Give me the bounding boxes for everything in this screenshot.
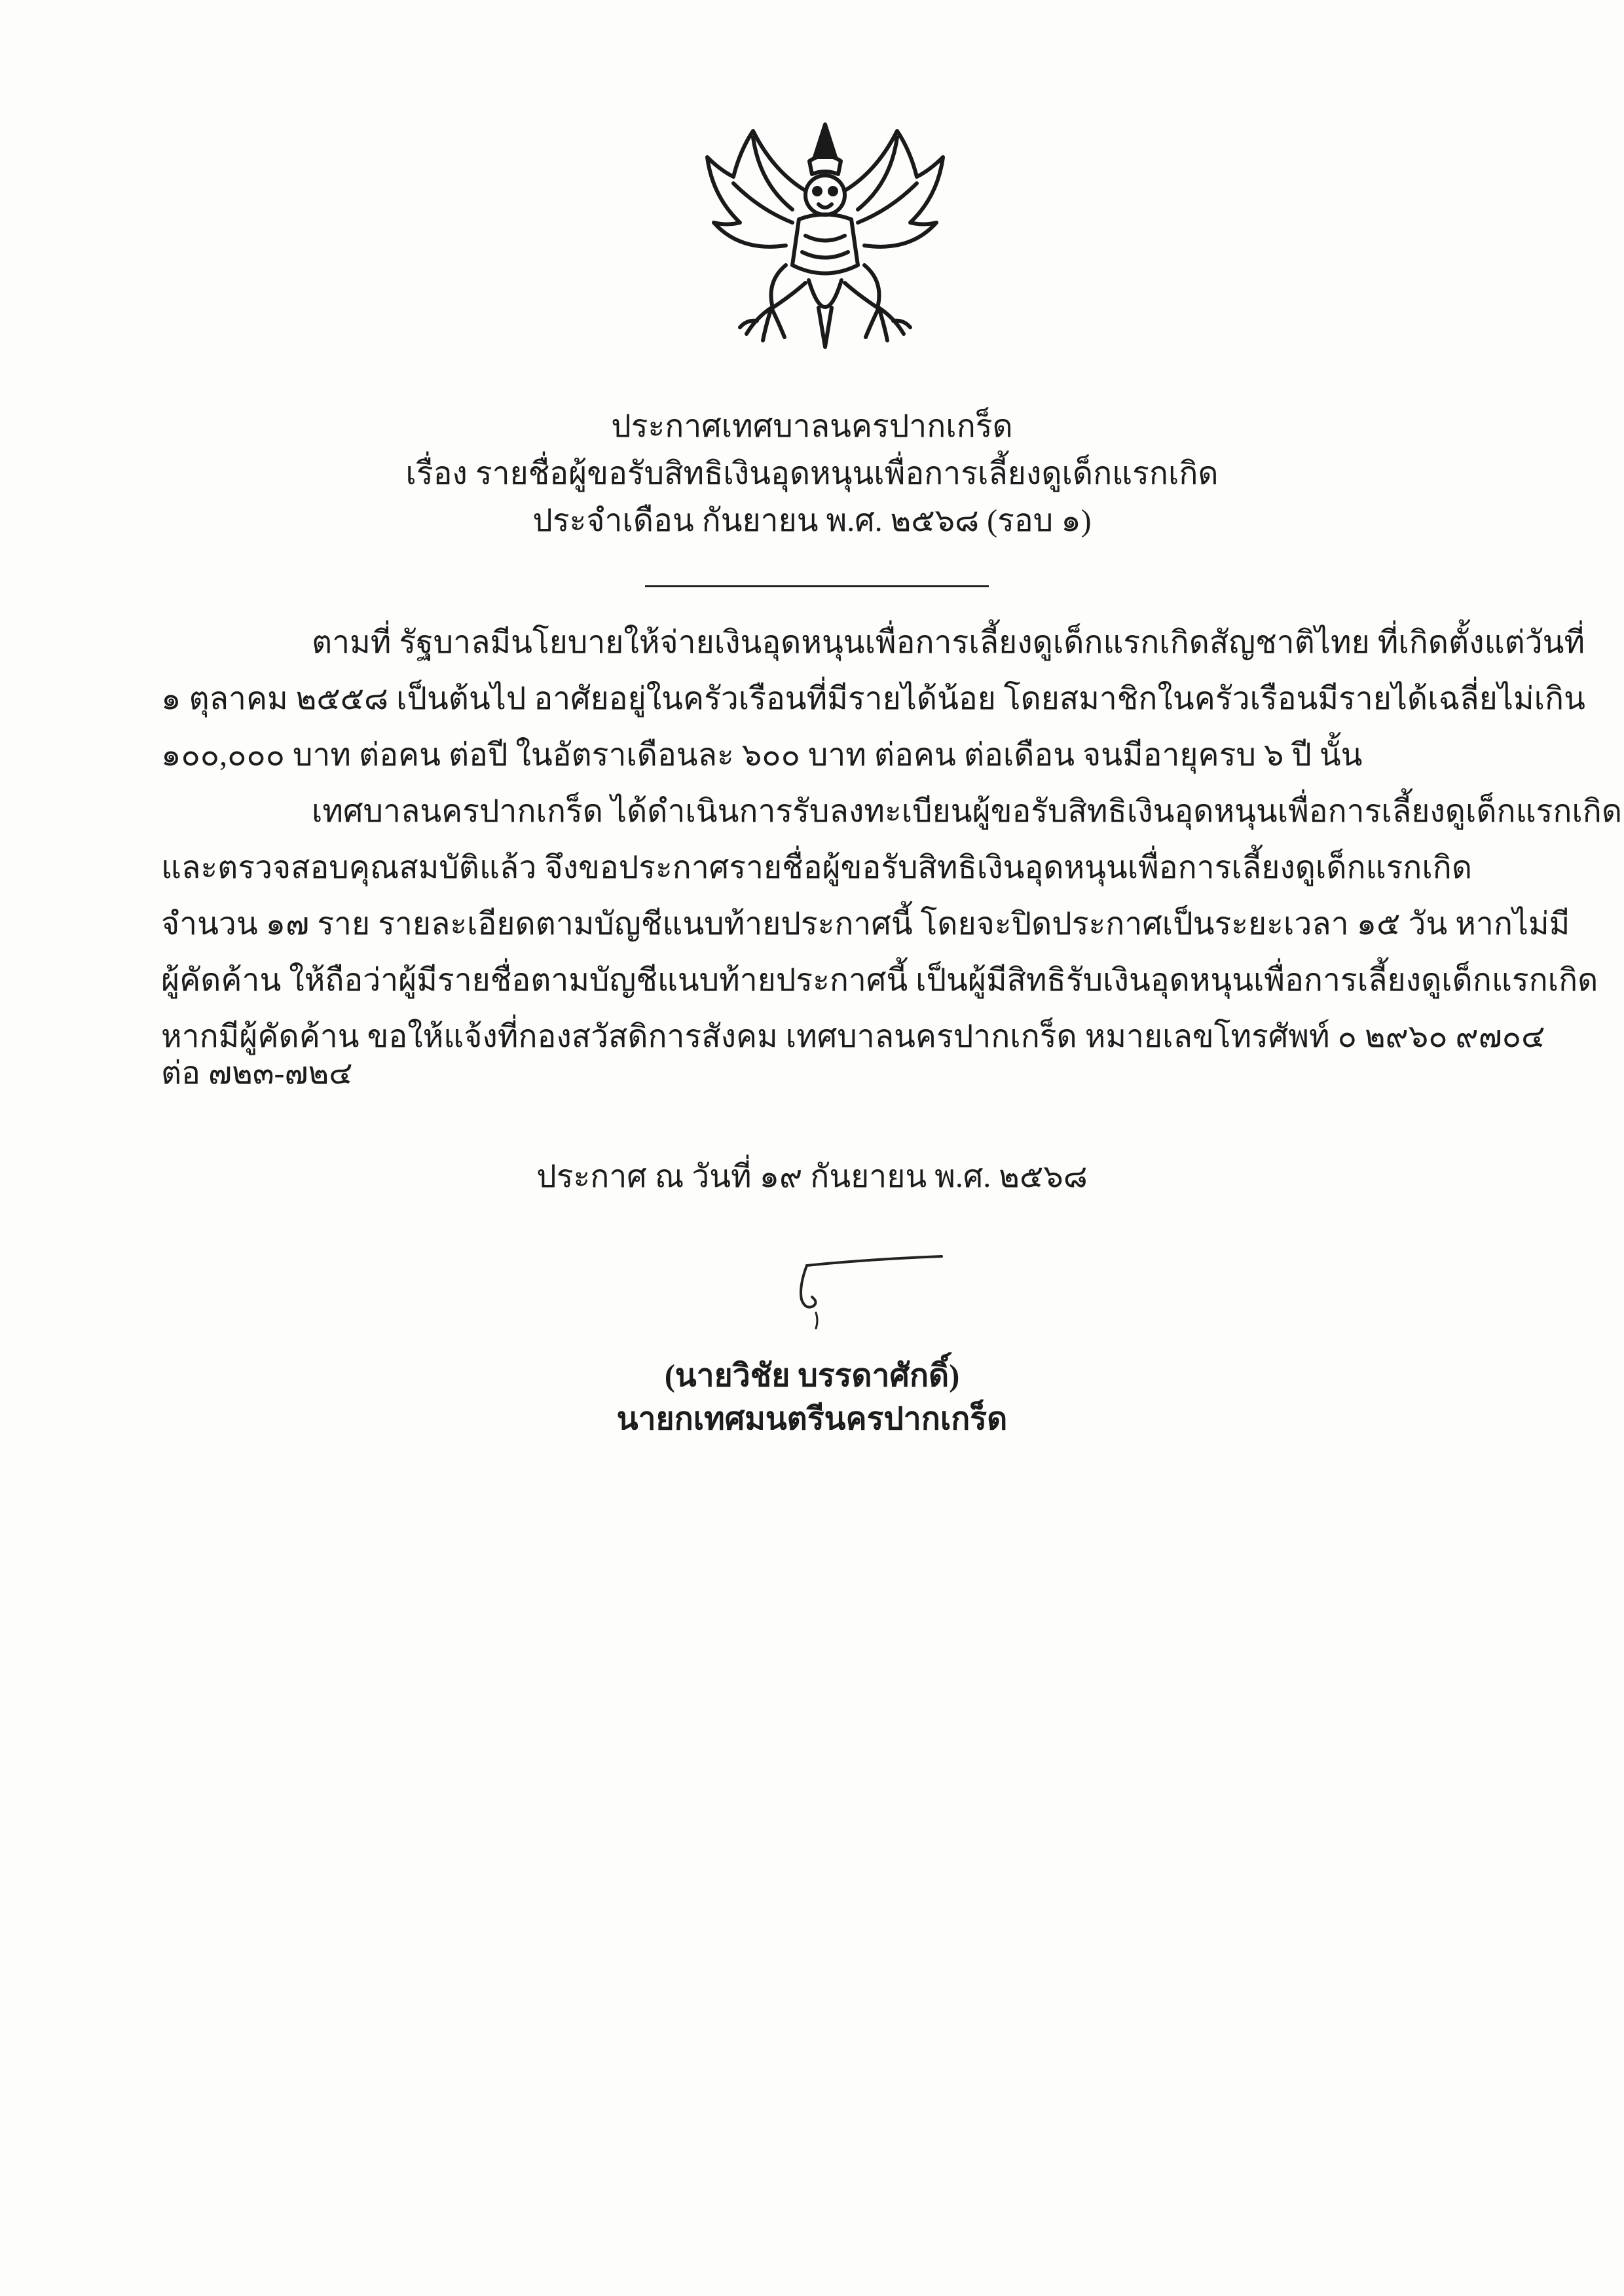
paragraph-1-line-3: ๑๐๐,๐๐๐ บาท ต่อคน ต่อปี ในอัตราเดือนละ ๖๐๐ บาท ต่อคน ต่อเดือน จนมีอายุครบ ๖ ปี นั้น xyxy=(161,738,1363,773)
paragraph-1-line-1: ตามที่ รัฐบาลมีนโยบายให้จ่ายเงินอุดหนุนเพื่อการเลี้ยงดูเด็กแรกเกิดสัญชาติไทย ที่เกิดตั้งแต่วันที่ xyxy=(312,625,1585,660)
heading-divider xyxy=(645,585,989,587)
signatory-name: (นายวิชัย บรรดาศักดิ์) xyxy=(664,1358,960,1393)
paragraph-2-line-2: และตรวจสอบคุณสมบัติแล้ว จึงขอประกาศรายชื่อผู้ขอรับสิทธิเงินอุดหนุนเพื่อการเลี้ยงดูเด็กแรกเกิด xyxy=(161,850,1472,885)
handwritten-signature xyxy=(773,1247,969,1332)
paragraph-2-line-3: จำนวน ๑๗ ราย รายละเอียดตามบัญชีแนบท้ายประกาศนี้ โดยจะปิดประกาศเป็นระยะเวลา ๑๕ วัน หากไม่มี xyxy=(161,907,1570,941)
paragraph-2-line-4: ผู้คัดค้าน ให้ถือว่าผู้มีรายชื่อตามบัญชีแนบท้ายประกาศนี้ เป็นผู้มีสิทธิรับเงินอุดหนุนเพื่อการเลี้ยงดูเด็กแรกเกิด xyxy=(161,963,1598,998)
garuda-emblem-icon xyxy=(694,111,956,360)
signatory-position: นายกเทศมนตรีนครปากเกร็ด xyxy=(616,1402,1008,1436)
paragraph-2-line-6: ต่อ ๗๒๓-๗๒๔ xyxy=(161,1056,353,1091)
heading-line-1: ประกาศเทศบาลนครปากเกร็ด xyxy=(611,409,1013,444)
paragraph-1-line-2: ๑ ตุลาคม ๒๕๕๘ เป็นต้นไป อาศัยอยู่ในครัวเรือนที่มีรายได้น้อย โดยสมาชิกในครัวเรือนมีรายได้เฉลี่ยไม่เกิน xyxy=(161,682,1585,716)
paragraph-2-line-5: หากมีผู้คัดค้าน ขอให้แจ้งที่กองสวัสดิการสังคม เทศบาลนครปากเกร็ด หมายเลขโทรศัพท์ ๐ ๒๙๖๐ ๙๗๐๔ xyxy=(161,1019,1545,1054)
heading-line-3: ประจำเดือน กันยายน พ.ศ. ๒๕๖๘ (รอบ ๑) xyxy=(532,503,1092,538)
heading-line-2: เรื่อง รายชื่อผู้ขอรับสิทธิเงินอุดหนุนเพื่อการเลี้ยงดูเด็กแรกเกิด xyxy=(405,456,1219,491)
announcement-date: ประกาศ ณ วันที่ ๑๙ กันยายน พ.ศ. ๒๕๖๘ xyxy=(536,1159,1088,1194)
paragraph-2-line-1: เทศบาลนครปากเกร็ด ได้ดำเนินการรับลงทะเบียนผู้ขอรับสิทธิเงินอุดหนุนเพื่อการเลี้ยงดูเด็กแรกเกิด xyxy=(312,794,1623,829)
